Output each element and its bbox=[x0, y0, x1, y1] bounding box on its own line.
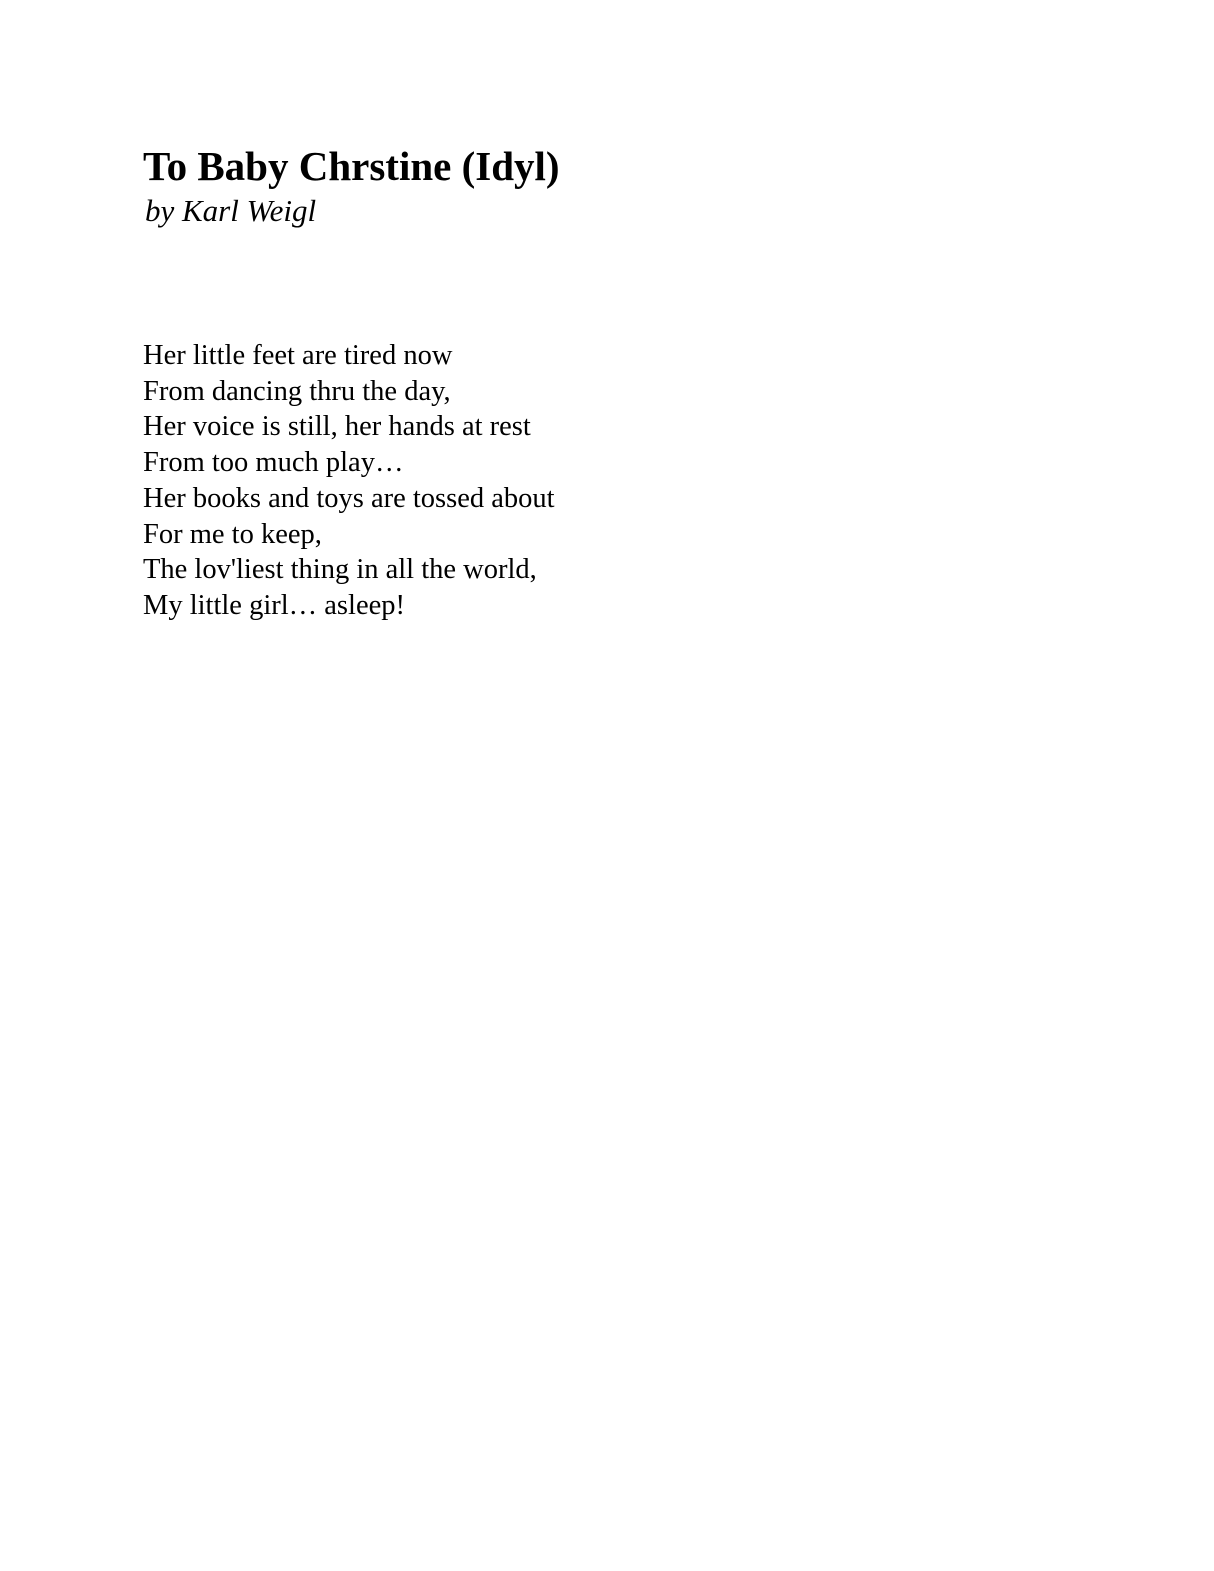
poem-line: The lov'liest thing in all the world, bbox=[143, 554, 537, 586]
poem-line: Her little feet are tired now bbox=[143, 340, 453, 371]
poem-line: From too much play… bbox=[143, 447, 404, 479]
poem-line: My little girl… asleep! bbox=[143, 589, 405, 621]
poem-body bbox=[143, 338, 555, 624]
poem-byline: by Karl Weigl bbox=[145, 193, 317, 228]
poem-line: From dancing thru the day, bbox=[143, 375, 451, 407]
poem-line: Her books and toys are tossed about bbox=[143, 482, 555, 514]
poem-line: For me to keep, bbox=[143, 518, 322, 550]
poem-title: To Baby Chrstine (Idyl) bbox=[143, 143, 560, 189]
poem-line: Her voice is still, her hands at rest bbox=[143, 411, 531, 443]
